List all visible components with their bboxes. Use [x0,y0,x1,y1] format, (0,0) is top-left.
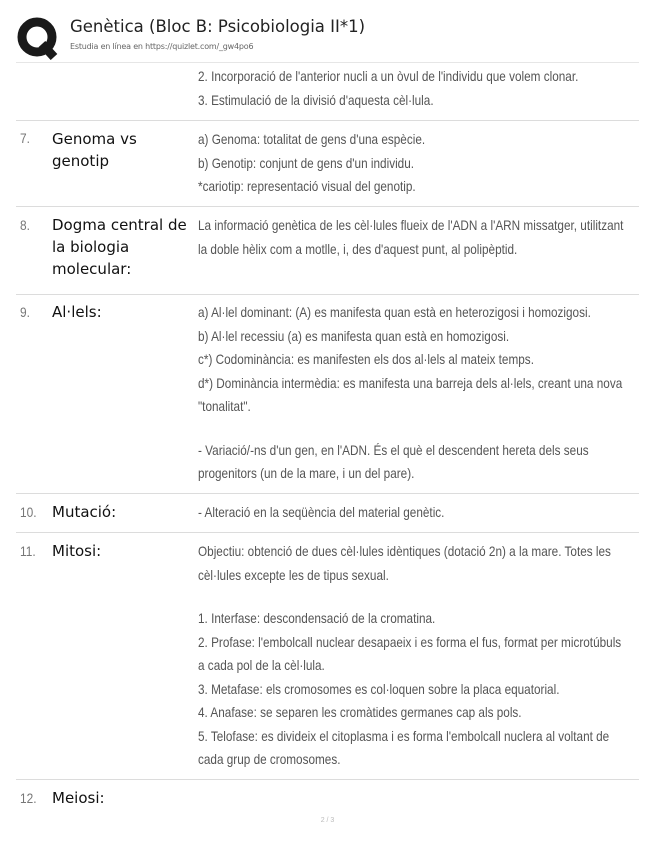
document-header [0,0,655,62]
definition-line: "tonalitat". [198,398,251,414]
paragraph-gap [198,587,635,607]
definition-line: 2. Incorporació de l'anterior nucli a un òvul de l'individu que volem clonar. [198,68,579,84]
definition-line: - Alteració en la seqüència del material genètic. [198,504,445,520]
definition-line: Objectiu: obtenció de dues cèl·lules idèntiques (dotació 2n) a la mare. Totes les [198,543,611,559]
term-number: 11. [20,543,36,559]
definition-line: La informació genètica de les cèl·lules flueix de l'ADN a l'ARN missatger, utilitzant [198,217,624,233]
definition-line: 5. Telofase: es divideix el citoplasma i es forma l'embolcall nuclera al voltant de [198,727,610,744]
definition-line: d*) Dominància intermèdia: es manifesta una barreja dels al·lels, creant una nova [198,374,623,391]
definition [198,128,635,199]
definition-line: b) Al·lel recessiu (a) es manifesta quan està en homozigosi. [198,327,510,344]
definition-line: a cada pol de la cèl·lula. [198,657,325,673]
definition-line: 1. Interfase: descondensació de la cromatina. [198,610,436,626]
definition-line: *cariotip: representació visual del genotip. [198,178,416,194]
row-divider [16,206,639,207]
definition [198,501,635,525]
paragraph-gap [198,419,635,439]
term-title: Mitosi: [52,542,102,560]
term-title: Mutació: [52,503,117,521]
definition [198,65,635,112]
row-divider [16,779,639,780]
definition-line: b) Genotip: conjunt de gens d'un individu. [198,154,415,171]
definition-line: progenitors (un de la mare, i un del pare). [198,465,415,481]
definition [198,214,635,261]
header-divider [16,62,639,63]
term-title: Genoma vs genotip [52,130,137,170]
definition-line: 3. Estimulació de la divisió d'aquesta cèl·lula. [198,91,434,108]
term-title: Al·lels: [52,303,102,321]
term-number: 10. [20,504,37,520]
definition-line: 3. Metafase: els cromosomes es col·loquen sobre la placa equatorial. [198,680,560,697]
definition-line: cada grup de cromosomes. [198,751,341,767]
row-divider [16,493,639,494]
term-number: 7. [20,130,30,146]
definition-line: 4. Anafase: se separen les cromàtides germanes cap als pols. [198,704,522,720]
document-title: Genètica (Bloc B: Psicobiologia II*1) [70,17,366,36]
definition-line: a) Al·lel dominant: (A) es manifesta quan està en heterozigosi i homozigosi. [198,304,591,320]
row-divider [16,532,639,533]
definition-line: la doble hèlix com a motlle, i, des d'aquest punt, al polipèptid. [198,240,518,257]
term-title: Meiosi: [52,789,105,807]
definition-line: - Variació/-ns d'un gen, en l'ADN. És el què el descendent hereta dels seus [198,441,589,458]
term-title: Dogma central de la biologia molecular: [52,216,187,278]
term-number: 8. [20,217,30,233]
page-number: 2 / 3 [320,817,335,824]
definition [198,301,635,486]
row-divider [16,294,639,295]
definition [198,540,635,772]
quizlet-logo-icon [16,16,60,60]
term-number: 9. [20,304,30,320]
definition-line: c*) Codominància: es manifesten els dos al·lels al mateix temps. [198,351,534,367]
term-number: 12. [20,790,37,806]
definition-line: 2. Profase: l'embolcall nuclear desapaeix i es forma el fus, format per microtúbuls [198,633,622,650]
definition-line: a) Genoma: totalitat de gens d'una espècie. [198,131,426,147]
row-divider [16,120,639,121]
study-online-link[interactable]: Estudia en línea en https://quizlet.com/_gw4po6 [70,42,254,51]
definition-line: cèl·lules excepte les de tipus sexual. [198,566,389,583]
